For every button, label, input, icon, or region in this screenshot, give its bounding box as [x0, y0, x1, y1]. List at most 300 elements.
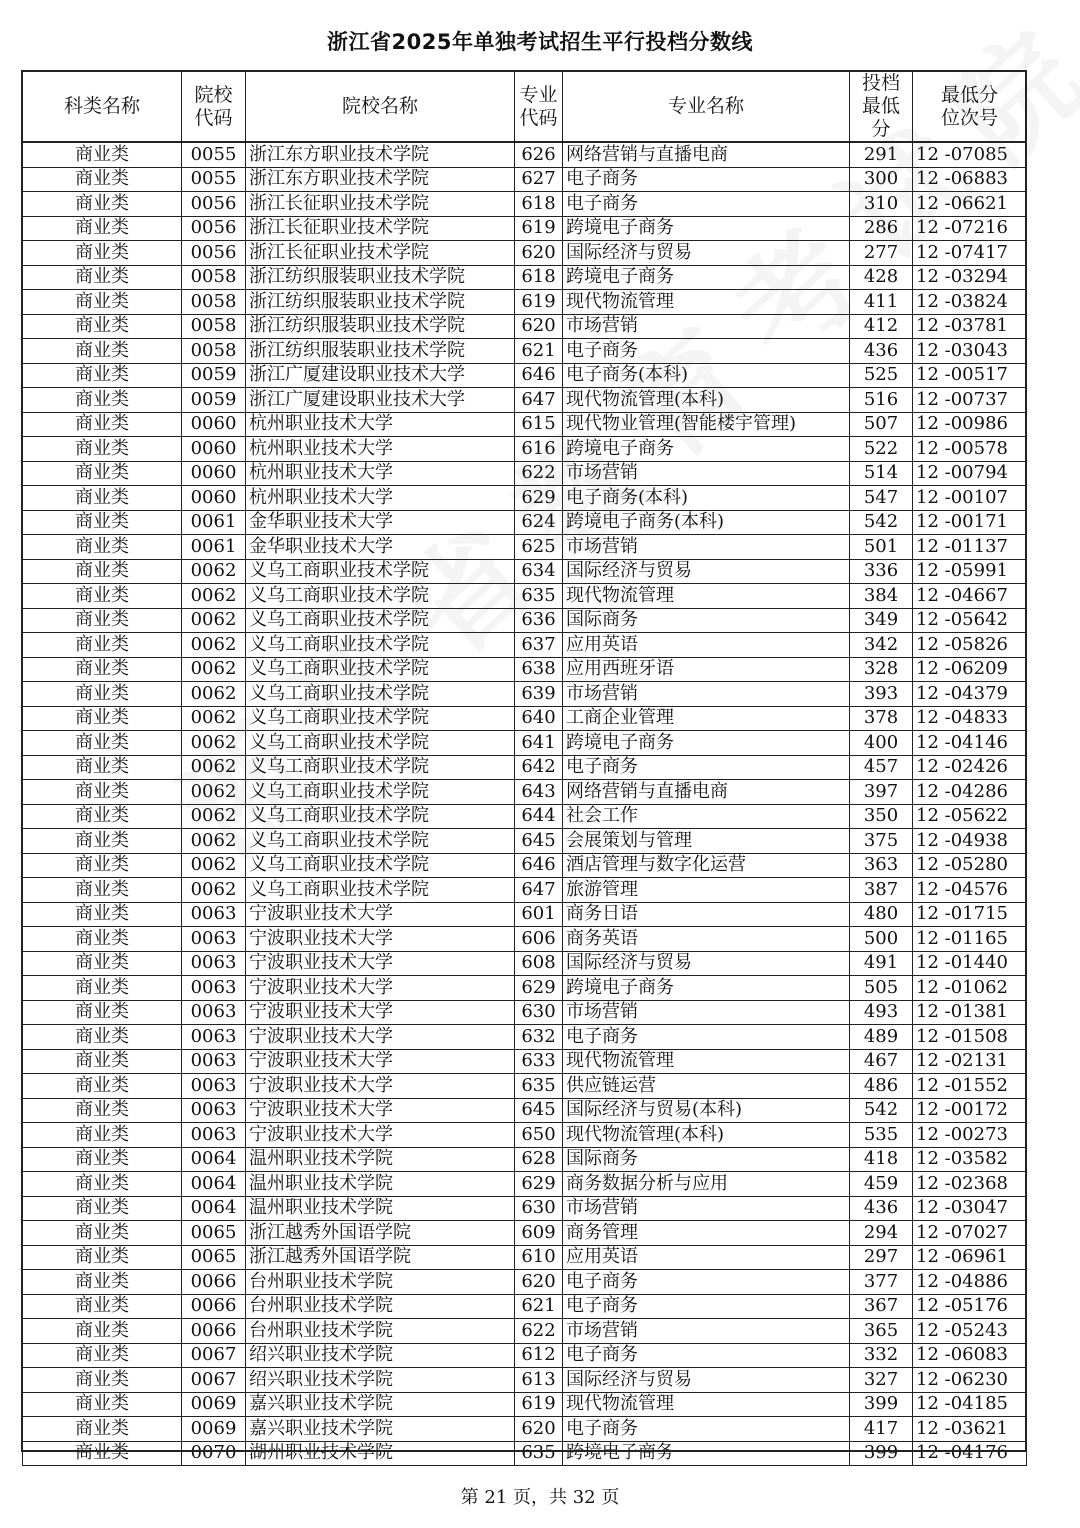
cell-major-name: 国际经济与贸易 — [563, 559, 850, 584]
cell-major-code: 647 — [515, 878, 563, 903]
cell-category: 商业类 — [23, 731, 182, 756]
cell-school-code: 0063 — [182, 1123, 246, 1148]
cell-min-rank: 12 -04886 — [913, 1270, 1027, 1295]
cell-major-code: 621 — [515, 339, 563, 364]
cell-min-score: 542 — [850, 510, 913, 535]
cell-category: 商业类 — [23, 167, 182, 192]
cell-category: 商业类 — [23, 241, 182, 266]
cell-category: 商业类 — [23, 437, 182, 462]
cell-major-name: 跨境电子商务 — [563, 1441, 850, 1466]
cell-major-name: 现代物流管理(本科) — [563, 388, 850, 413]
cell-min-score: 493 — [850, 1000, 913, 1025]
cell-school-code: 0069 — [182, 1392, 246, 1417]
cell-major-code: 620 — [515, 314, 563, 339]
cell-major-code: 622 — [515, 461, 563, 486]
cell-category: 商业类 — [23, 633, 182, 658]
cell-min-score: 467 — [850, 1049, 913, 1074]
cell-min-rank: 12 -01381 — [913, 1000, 1027, 1025]
cell-major-code: 646 — [515, 853, 563, 878]
cell-school-name: 宁波职业技术大学 — [246, 951, 515, 976]
cell-major-name: 现代物流管理(本科) — [563, 1123, 850, 1148]
cell-major-name: 商务管理 — [563, 1221, 850, 1246]
cell-min-rank: 12 -06209 — [913, 657, 1027, 682]
cell-school-code: 0063 — [182, 902, 246, 927]
cell-min-score: 310 — [850, 192, 913, 217]
cell-major-name: 酒店管理与数字化运营 — [563, 853, 850, 878]
cell-school-code: 0059 — [182, 388, 246, 413]
cell-min-rank: 12 -04833 — [913, 706, 1027, 731]
cell-school-name: 义乌工商职业技术学院 — [246, 731, 515, 756]
cell-school-name: 义乌工商职业技术学院 — [246, 755, 515, 780]
cell-school-name: 浙江长征职业技术学院 — [246, 241, 515, 266]
cell-min-score: 277 — [850, 241, 913, 266]
cell-school-code: 0062 — [182, 829, 246, 854]
score-table — [22, 71, 1027, 1466]
table-row — [23, 461, 1027, 486]
table-row — [23, 510, 1027, 535]
cell-major-name: 电子商务 — [563, 1294, 850, 1319]
cell-min-score: 397 — [850, 780, 913, 805]
cell-category: 商业类 — [23, 1000, 182, 1025]
cell-min-score: 291 — [850, 142, 913, 167]
cell-school-name: 浙江广厦建设职业技术大学 — [246, 363, 515, 388]
cell-category: 商业类 — [23, 902, 182, 927]
cell-min-rank: 12 -00578 — [913, 437, 1027, 462]
cell-major-name: 电子商务(本科) — [563, 363, 850, 388]
cell-school-name: 台州职业技术学院 — [246, 1294, 515, 1319]
cell-school-code: 0066 — [182, 1270, 246, 1295]
cell-category: 商业类 — [23, 584, 182, 609]
cell-min-score: 417 — [850, 1417, 913, 1442]
cell-min-rank: 12 -06961 — [913, 1245, 1027, 1270]
cell-major-code: 640 — [515, 706, 563, 731]
cell-major-code: 650 — [515, 1123, 563, 1148]
cell-min-rank: 12 -04286 — [913, 780, 1027, 805]
table-row — [23, 1343, 1027, 1368]
cell-min-rank: 12 -00273 — [913, 1123, 1027, 1148]
cell-category: 商业类 — [23, 706, 182, 731]
cell-school-name: 义乌工商职业技术学院 — [246, 780, 515, 805]
cell-major-name: 市场营销 — [563, 1319, 850, 1344]
cell-major-code: 621 — [515, 1294, 563, 1319]
cell-school-name: 湖州职业技术学院 — [246, 1441, 515, 1466]
table-header — [23, 72, 1027, 143]
table-row — [23, 1270, 1027, 1295]
cell-major-code: 626 — [515, 142, 563, 167]
cell-school-name: 温州职业技术学院 — [246, 1196, 515, 1221]
cell-major-code: 644 — [515, 804, 563, 829]
cell-major-name: 现代物流管理 — [563, 1049, 850, 1074]
cell-min-score: 459 — [850, 1172, 913, 1197]
cell-min-rank: 12 -03582 — [913, 1147, 1027, 1172]
cell-min-rank: 12 -05243 — [913, 1319, 1027, 1344]
cell-school-code: 0056 — [182, 241, 246, 266]
cell-min-rank: 12 -01508 — [913, 1025, 1027, 1050]
cell-school-name: 杭州职业技术大学 — [246, 461, 515, 486]
cell-school-code: 0062 — [182, 682, 246, 707]
cell-min-score: 377 — [850, 1270, 913, 1295]
cell-school-code: 0056 — [182, 216, 246, 241]
cell-category: 商业类 — [23, 314, 182, 339]
cell-major-name: 现代物流管理 — [563, 1392, 850, 1417]
table-row — [23, 1196, 1027, 1221]
cell-category: 商业类 — [23, 608, 182, 633]
cell-category: 商业类 — [23, 1074, 182, 1099]
cell-min-rank: 12 -03824 — [913, 290, 1027, 315]
cell-major-name: 国际经济与贸易 — [563, 951, 850, 976]
cell-category: 商业类 — [23, 1294, 182, 1319]
cell-school-name: 宁波职业技术大学 — [246, 1123, 515, 1148]
cell-major-name: 电子商务 — [563, 167, 850, 192]
cell-min-rank: 12 -02426 — [913, 755, 1027, 780]
cell-school-code: 0063 — [182, 951, 246, 976]
cell-min-rank: 12 -01137 — [913, 535, 1027, 560]
cell-school-name: 嘉兴职业技术学院 — [246, 1392, 515, 1417]
cell-school-name: 嘉兴职业技术学院 — [246, 1417, 515, 1442]
table-row — [23, 731, 1027, 756]
cell-category: 商业类 — [23, 657, 182, 682]
table-row — [23, 559, 1027, 584]
cell-category: 商业类 — [23, 1196, 182, 1221]
cell-school-code: 0065 — [182, 1221, 246, 1246]
cell-category: 商业类 — [23, 1049, 182, 1074]
cell-major-name: 商务数据分析与应用 — [563, 1172, 850, 1197]
table-row — [23, 804, 1027, 829]
table-row — [23, 1098, 1027, 1123]
page-footer: 第 21 页，共 32 页 — [460, 1487, 620, 1508]
cell-school-code: 0060 — [182, 486, 246, 511]
header-major-code: 专业 代码 — [515, 72, 563, 143]
cell-school-code: 0062 — [182, 755, 246, 780]
cell-school-code: 0062 — [182, 780, 246, 805]
cell-min-score: 412 — [850, 314, 913, 339]
header-min-score: 投档 最低分 — [850, 72, 913, 143]
table-row — [23, 878, 1027, 903]
cell-school-name: 义乌工商职业技术学院 — [246, 584, 515, 609]
cell-category: 商业类 — [23, 339, 182, 364]
table-row — [23, 1294, 1027, 1319]
cell-major-name: 跨境电子商务 — [563, 216, 850, 241]
cell-major-name: 现代物流管理 — [563, 584, 850, 609]
header-school-name: 院校名称 — [246, 72, 515, 143]
cell-school-code: 0065 — [182, 1245, 246, 1270]
cell-school-code: 0059 — [182, 363, 246, 388]
table-row — [23, 829, 1027, 854]
cell-school-name: 绍兴职业技术学院 — [246, 1343, 515, 1368]
cell-category: 商业类 — [23, 1441, 182, 1466]
cell-min-rank: 12 -04185 — [913, 1392, 1027, 1417]
cell-min-rank: 12 -05642 — [913, 608, 1027, 633]
cell-min-score: 480 — [850, 902, 913, 927]
cell-category: 商业类 — [23, 388, 182, 413]
cell-major-code: 609 — [515, 1221, 563, 1246]
cell-category: 商业类 — [23, 1343, 182, 1368]
cell-min-rank: 12 -07027 — [913, 1221, 1027, 1246]
cell-major-code: 622 — [515, 1319, 563, 1344]
cell-category: 商业类 — [23, 1098, 182, 1123]
cell-school-name: 义乌工商职业技术学院 — [246, 559, 515, 584]
cell-major-name: 国际经济与贸易(本科) — [563, 1098, 850, 1123]
cell-major-name: 市场营销 — [563, 535, 850, 560]
cell-major-code: 633 — [515, 1049, 563, 1074]
cell-min-rank: 12 -04938 — [913, 829, 1027, 854]
cell-major-name: 旅游管理 — [563, 878, 850, 903]
cell-major-name: 应用英语 — [563, 633, 850, 658]
table-row — [23, 706, 1027, 731]
cell-school-name: 浙江纺织服装职业技术学院 — [246, 339, 515, 364]
cell-major-code: 620 — [515, 1270, 563, 1295]
cell-major-code: 635 — [515, 1074, 563, 1099]
cell-major-name: 电子商务 — [563, 1270, 850, 1295]
cell-school-name: 义乌工商职业技术学院 — [246, 682, 515, 707]
cell-school-code: 0060 — [182, 437, 246, 462]
cell-min-score: 514 — [850, 461, 913, 486]
cell-school-name: 浙江越秀外国语学院 — [246, 1245, 515, 1270]
cell-major-code: 619 — [515, 290, 563, 315]
cell-category: 商业类 — [23, 1221, 182, 1246]
cell-min-rank: 12 -06230 — [913, 1368, 1027, 1393]
cell-min-score: 393 — [850, 682, 913, 707]
header-school-code: 院校 代码 — [182, 72, 246, 143]
cell-min-score: 491 — [850, 951, 913, 976]
table-row — [23, 755, 1027, 780]
cell-min-rank: 12 -00737 — [913, 388, 1027, 413]
cell-school-code: 0056 — [182, 192, 246, 217]
cell-min-rank: 12 -04667 — [913, 584, 1027, 609]
table-row — [23, 412, 1027, 437]
cell-major-code: 641 — [515, 731, 563, 756]
cell-min-score: 436 — [850, 1196, 913, 1221]
cell-school-code: 0060 — [182, 461, 246, 486]
cell-category: 商业类 — [23, 755, 182, 780]
cell-min-rank: 12 -04379 — [913, 682, 1027, 707]
cell-category: 商业类 — [23, 951, 182, 976]
cell-major-name: 商务日语 — [563, 902, 850, 927]
cell-school-code: 0062 — [182, 584, 246, 609]
cell-min-rank: 12 -02368 — [913, 1172, 1027, 1197]
cell-school-code: 0067 — [182, 1343, 246, 1368]
cell-major-name: 商务英语 — [563, 927, 850, 952]
cell-min-rank: 12 -03047 — [913, 1196, 1027, 1221]
cell-school-name: 义乌工商职业技术学院 — [246, 853, 515, 878]
cell-major-name: 跨境电子商务 — [563, 437, 850, 462]
cell-category: 商业类 — [23, 1319, 182, 1344]
cell-school-code: 0062 — [182, 706, 246, 731]
cell-min-score: 525 — [850, 363, 913, 388]
table-row — [23, 192, 1027, 217]
cell-school-name: 浙江长征职业技术学院 — [246, 216, 515, 241]
table-row — [23, 633, 1027, 658]
cell-category: 商业类 — [23, 682, 182, 707]
cell-school-name: 浙江纺织服装职业技术学院 — [246, 314, 515, 339]
cell-min-rank: 12 -01440 — [913, 951, 1027, 976]
cell-min-score: 375 — [850, 829, 913, 854]
table-row — [23, 314, 1027, 339]
cell-min-score: 400 — [850, 731, 913, 756]
cell-min-rank: 12 -05622 — [913, 804, 1027, 829]
cell-min-score: 286 — [850, 216, 913, 241]
cell-min-score: 399 — [850, 1392, 913, 1417]
cell-school-name: 宁波职业技术大学 — [246, 1000, 515, 1025]
cell-major-code: 638 — [515, 657, 563, 682]
cell-school-name: 义乌工商职业技术学院 — [246, 829, 515, 854]
cell-min-rank: 12 -00107 — [913, 486, 1027, 511]
cell-min-score: 378 — [850, 706, 913, 731]
cell-category: 商业类 — [23, 878, 182, 903]
cell-min-rank: 12 -05176 — [913, 1294, 1027, 1319]
cell-min-score: 486 — [850, 1074, 913, 1099]
cell-major-code: 616 — [515, 437, 563, 462]
cell-school-code: 0063 — [182, 927, 246, 952]
table-row — [23, 780, 1027, 805]
cell-school-code: 0062 — [182, 731, 246, 756]
cell-major-code: 627 — [515, 167, 563, 192]
table-row — [23, 1441, 1027, 1466]
cell-major-code: 619 — [515, 216, 563, 241]
cell-school-name: 宁波职业技术大学 — [246, 1049, 515, 1074]
cell-min-rank: 12 -05280 — [913, 853, 1027, 878]
cell-school-code: 0055 — [182, 167, 246, 192]
cell-min-rank: 12 -02131 — [913, 1049, 1027, 1074]
cell-school-code: 0063 — [182, 976, 246, 1001]
cell-major-code: 645 — [515, 1098, 563, 1123]
table-row — [23, 608, 1027, 633]
table-row — [23, 1392, 1027, 1417]
cell-category: 商业类 — [23, 1270, 182, 1295]
cell-major-name: 电子商务(本科) — [563, 486, 850, 511]
cell-category: 商业类 — [23, 1417, 182, 1442]
cell-school-name: 义乌工商职业技术学院 — [246, 706, 515, 731]
table-row — [23, 1049, 1027, 1074]
cell-school-name: 温州职业技术学院 — [246, 1147, 515, 1172]
cell-school-code: 0062 — [182, 633, 246, 658]
cell-min-score: 294 — [850, 1221, 913, 1246]
cell-category: 商业类 — [23, 1245, 182, 1270]
cell-school-code: 0069 — [182, 1417, 246, 1442]
cell-category: 商业类 — [23, 780, 182, 805]
table-row — [23, 853, 1027, 878]
cell-major-name: 跨境电子商务 — [563, 265, 850, 290]
cell-school-name: 台州职业技术学院 — [246, 1270, 515, 1295]
table-row — [23, 682, 1027, 707]
cell-school-code: 0064 — [182, 1196, 246, 1221]
cell-major-name: 市场营销 — [563, 1000, 850, 1025]
cell-major-name: 市场营销 — [563, 461, 850, 486]
table-row — [23, 1147, 1027, 1172]
header-min-rank: 最低分 位次号 — [913, 72, 1027, 143]
cell-min-score: 457 — [850, 755, 913, 780]
cell-category: 商业类 — [23, 559, 182, 584]
cell-min-rank: 12 -03043 — [913, 339, 1027, 364]
cell-min-rank: 12 -04176 — [913, 1441, 1027, 1466]
cell-major-code: 639 — [515, 682, 563, 707]
cell-min-rank: 12 -07417 — [913, 241, 1027, 266]
header-major-name: 专业名称 — [563, 72, 850, 143]
table-row — [23, 437, 1027, 462]
cell-major-code: 625 — [515, 535, 563, 560]
cell-school-code: 0063 — [182, 1000, 246, 1025]
cell-school-code: 0063 — [182, 1098, 246, 1123]
cell-school-name: 宁波职业技术大学 — [246, 1098, 515, 1123]
cell-min-score: 489 — [850, 1025, 913, 1050]
table-row — [23, 363, 1027, 388]
cell-major-name: 电子商务 — [563, 755, 850, 780]
cell-major-name: 电子商务 — [563, 192, 850, 217]
table-row — [23, 1221, 1027, 1246]
cell-min-score: 535 — [850, 1123, 913, 1148]
cell-min-rank: 12 -03621 — [913, 1417, 1027, 1442]
table-row — [23, 1417, 1027, 1442]
table-row — [23, 388, 1027, 413]
cell-major-name: 国际商务 — [563, 608, 850, 633]
cell-min-score: 547 — [850, 486, 913, 511]
cell-major-code: 618 — [515, 265, 563, 290]
cell-major-name: 电子商务 — [563, 1025, 850, 1050]
table-row — [23, 584, 1027, 609]
cell-school-code: 0062 — [182, 608, 246, 633]
cell-category: 商业类 — [23, 1147, 182, 1172]
cell-category: 商业类 — [23, 1025, 182, 1050]
cell-min-rank: 12 -03294 — [913, 265, 1027, 290]
cell-min-score: 300 — [850, 167, 913, 192]
cell-school-name: 宁波职业技术大学 — [246, 1074, 515, 1099]
cell-category: 商业类 — [23, 1392, 182, 1417]
cell-category: 商业类 — [23, 461, 182, 486]
table-row — [23, 167, 1027, 192]
table-row — [23, 927, 1027, 952]
cell-min-rank: 12 -04576 — [913, 878, 1027, 903]
cell-major-code: 601 — [515, 902, 563, 927]
cell-major-code: 635 — [515, 584, 563, 609]
cell-school-name: 浙江长征职业技术学院 — [246, 192, 515, 217]
cell-major-name: 电子商务 — [563, 1343, 850, 1368]
cell-major-name: 应用西班牙语 — [563, 657, 850, 682]
cell-min-rank: 12 -07216 — [913, 216, 1027, 241]
cell-min-rank: 12 -05826 — [913, 633, 1027, 658]
cell-school-name: 宁波职业技术大学 — [246, 1025, 515, 1050]
cell-major-code: 629 — [515, 1172, 563, 1197]
cell-min-score: 327 — [850, 1368, 913, 1393]
cell-school-name: 宁波职业技术大学 — [246, 902, 515, 927]
cell-school-code: 0064 — [182, 1172, 246, 1197]
cell-school-name: 义乌工商职业技术学院 — [246, 878, 515, 903]
cell-school-code: 0066 — [182, 1319, 246, 1344]
cell-min-rank: 12 -00172 — [913, 1098, 1027, 1123]
cell-school-name: 浙江纺织服装职业技术学院 — [246, 290, 515, 315]
cell-min-score: 342 — [850, 633, 913, 658]
cell-school-code: 0062 — [182, 804, 246, 829]
cell-category: 商业类 — [23, 976, 182, 1001]
table-row — [23, 1123, 1027, 1148]
cell-category: 商业类 — [23, 535, 182, 560]
cell-min-score: 349 — [850, 608, 913, 633]
cell-min-score: 387 — [850, 878, 913, 903]
cell-major-code: 629 — [515, 486, 563, 511]
cell-major-code: 615 — [515, 412, 563, 437]
cell-major-code: 642 — [515, 755, 563, 780]
cell-school-code: 0055 — [182, 142, 246, 167]
cell-school-code: 0062 — [182, 559, 246, 584]
table-row — [23, 241, 1027, 266]
cell-category: 商业类 — [23, 927, 182, 952]
cell-major-code: 624 — [515, 510, 563, 535]
cell-school-code: 0066 — [182, 1294, 246, 1319]
cell-school-code: 0070 — [182, 1441, 246, 1466]
cell-major-name: 电子商务 — [563, 1417, 850, 1442]
cell-major-name: 现代物业管理(智能楼宇管理) — [563, 412, 850, 437]
table-row — [23, 1245, 1027, 1270]
cell-min-score: 384 — [850, 584, 913, 609]
